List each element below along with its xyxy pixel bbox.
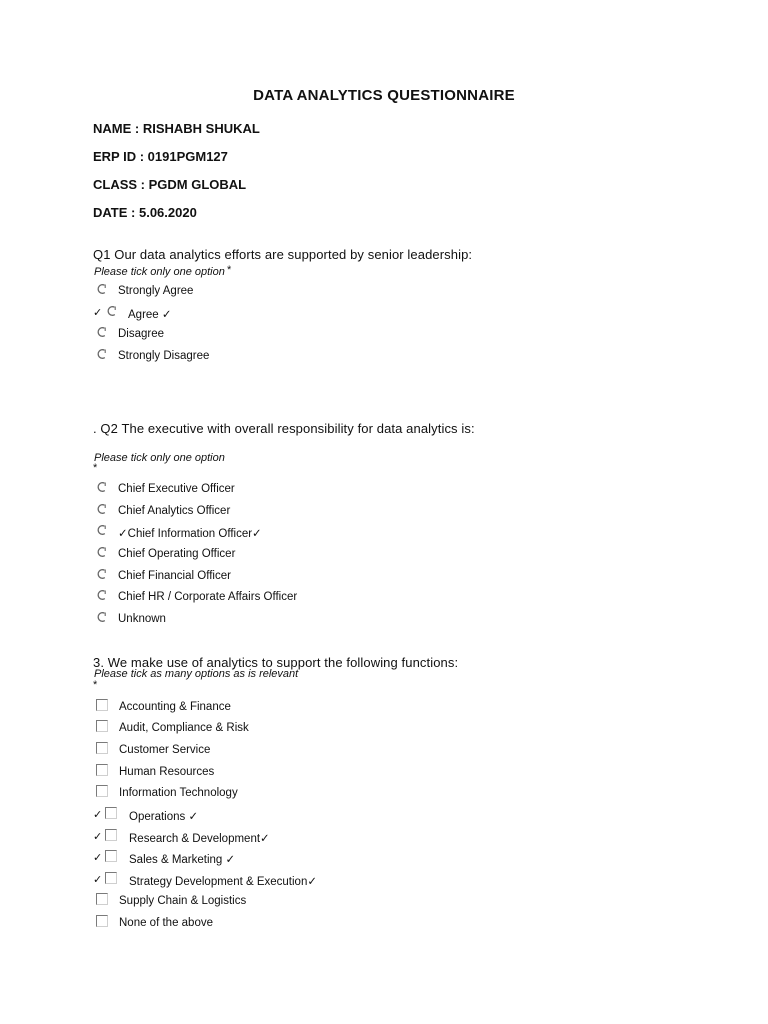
q3-hint: Please tick as many options as is relevant [94,668,299,680]
checkbox-icon[interactable] [96,720,108,732]
erp-id: ERP ID : 0191PGM127 [93,149,228,164]
checkbox-icon[interactable] [96,893,108,905]
tick-mark: ✓ [93,307,103,319]
q3-required-mark: * [93,679,98,691]
class-info: CLASS : PGDM GLOBAL [93,177,247,192]
q1-option-label: Disagree [118,328,165,340]
q2-option-label: Chief Financial Officer [118,570,231,582]
q3-option-label: Audit, Compliance & Risk [119,722,249,734]
q2-option-label: Unknown [118,613,166,625]
tick-mark: ✓ [93,809,103,821]
tick-mark: ✓ [93,874,103,886]
q1-option-label: Agree ✓ [128,309,172,321]
q2-required-mark: * [93,462,98,474]
radio-icon[interactable] [95,611,107,623]
q3-option-label: Research & Development✓ [129,833,270,845]
q2-option-label: Chief Analytics Officer [118,505,231,517]
q3-option-label: None of the above [119,917,213,929]
q3-option-label: Operations ✓ [129,811,199,823]
q1-hint: Please tick only one option [94,266,225,278]
q2-option-label: Chief Executive Officer [118,483,235,495]
checkbox-icon[interactable] [105,829,117,841]
student-name: NAME : RISHABH SHUKAL [93,121,260,136]
checkbox-icon[interactable] [105,872,117,884]
page-title: DATA ANALYTICS QUESTIONNAIRE [253,87,515,104]
q2-option-label: Chief Operating Officer [118,548,236,560]
q3-option-label: Customer Service [119,744,211,756]
radio-icon[interactable] [95,326,107,338]
tick-mark: ✓ [93,831,103,843]
checkbox-icon[interactable] [105,807,117,819]
radio-icon[interactable] [95,546,107,558]
q2-option-label: ✓Chief Information Officer✓ [118,528,262,540]
q1-question: Q1 Our data analytics efforts are supported by senior leadership: [93,247,473,262]
q2-hint: Please tick only one option [94,452,225,464]
checkbox-icon[interactable] [96,742,108,754]
tick-mark: ✓ [93,852,103,864]
checkbox-icon[interactable] [96,699,108,711]
date-info: DATE : 5.06.2020 [93,205,197,220]
q3-question: 3. We make use of analytics to support the following functions: [93,655,459,670]
radio-icon[interactable] [105,305,117,317]
q3-option-label: Information Technology [119,787,238,799]
radio-icon[interactable] [95,524,107,536]
radio-icon[interactable] [95,589,107,601]
radio-icon[interactable] [95,503,107,515]
q3-option-label: Supply Chain & Logistics [119,895,247,907]
q1-option-label: Strongly Agree [118,285,194,297]
q3-option-label: Accounting & Finance [119,701,231,713]
checkbox-icon[interactable] [96,915,108,927]
radio-icon[interactable] [95,283,107,295]
checkbox-icon[interactable] [96,764,108,776]
q1-required-mark: * [227,264,232,276]
checkbox-icon[interactable] [96,785,108,797]
q2-option-label: Chief HR / Corporate Affairs Officer [118,591,298,603]
q3-option-label: Human Resources [119,766,215,778]
radio-icon[interactable] [95,568,107,580]
radio-icon[interactable] [95,481,107,493]
radio-icon[interactable] [95,348,107,360]
q2-question: . Q2 The executive with overall responsibility for data analytics is: [93,421,475,436]
q1-option-label: Strongly Disagree [118,350,210,362]
checkbox-icon[interactable] [105,850,117,862]
q3-option-label: Strategy Development & Execution✓ [129,876,317,888]
q3-option-label: Sales & Marketing ✓ [129,854,236,866]
